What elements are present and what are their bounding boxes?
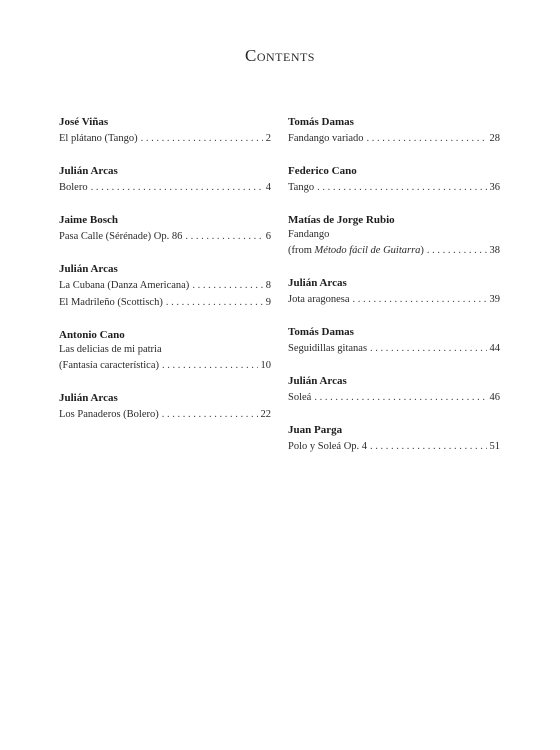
composer-name: Antonio Cano [59, 329, 125, 341]
page-number: 22 [260, 409, 271, 420]
dot-leader [162, 406, 258, 423]
work-title [288, 242, 424, 259]
composer-name: Julián Arcas [59, 165, 118, 177]
toc-entry [59, 390, 271, 423]
toc-line[interactable] [288, 389, 500, 406]
dot-leader [317, 179, 486, 196]
page-number: 28 [489, 133, 500, 144]
composer-name: Jaime Bosch [59, 214, 118, 226]
page-number: 39 [489, 294, 500, 305]
toc-entry [288, 373, 500, 406]
page-number: 38 [489, 245, 500, 256]
page-title: Contents [244, 46, 315, 65]
dot-leader [166, 294, 263, 311]
composer-name: Julián Arcas [59, 263, 118, 275]
work-title-line: Fandango [288, 229, 330, 240]
work-title: La Cubana (Danza Americana) [59, 280, 190, 291]
toc-column-left [59, 114, 271, 439]
dot-leader [370, 340, 486, 357]
toc-line[interactable] [288, 242, 500, 259]
dot-leader [162, 357, 258, 374]
toc-entry [288, 324, 500, 357]
toc-entry [288, 163, 500, 196]
page-number: 4 [265, 182, 271, 193]
dot-leader [314, 389, 486, 406]
work-title: El plátano (Tango) [59, 133, 138, 144]
toc-line[interactable] [59, 294, 271, 311]
page-number: 9 [265, 297, 271, 308]
toc-entry [288, 275, 500, 308]
toc-line[interactable] [59, 228, 271, 245]
toc-line[interactable] [59, 357, 271, 374]
toc-line[interactable] [288, 438, 500, 455]
composer-name: Julián Arcas [59, 392, 118, 404]
composer-name: José Viñas [59, 116, 109, 128]
toc-entry [59, 261, 271, 311]
dot-leader [192, 277, 262, 294]
toc-line[interactable] [59, 179, 271, 196]
toc-line[interactable] [288, 179, 500, 196]
toc-line[interactable] [59, 130, 271, 147]
dot-leader [141, 130, 263, 147]
toc-entry [59, 163, 271, 196]
work-source-title: Método fácil de Guitarra [314, 245, 421, 256]
work-title: Bolero [59, 182, 88, 193]
page-number: 44 [489, 343, 500, 354]
composer-name: Julián Arcas [288, 277, 347, 289]
toc-entry [59, 327, 271, 374]
dot-leader [367, 130, 487, 147]
work-title: Jota aragonesa [288, 294, 350, 305]
toc-line[interactable] [288, 130, 500, 147]
work-source-prefix: (from [288, 245, 315, 256]
work-title-line: Las delicias de mi patria [59, 344, 162, 355]
work-title: El Madrileño (Scottisch) [59, 297, 163, 308]
dot-leader [91, 179, 263, 196]
toc-line[interactable] [59, 277, 271, 294]
composer-name: Federico Cano [288, 165, 357, 177]
toc-entry [59, 212, 271, 245]
toc-line[interactable] [288, 340, 500, 357]
toc-entry [288, 422, 500, 455]
work-title: Soleá [288, 392, 312, 403]
work-title: (Fantasía característica) [59, 360, 159, 371]
page-number: 6 [265, 231, 271, 242]
dot-leader [185, 228, 262, 245]
composer-name: Juan Parga [288, 424, 343, 436]
toc-line[interactable] [59, 406, 271, 423]
composer-name: Tomás Damas [288, 326, 354, 338]
work-title: Polo y Soleá Op. 4 [288, 441, 368, 452]
page-number: 46 [489, 392, 500, 403]
page-number: 36 [489, 182, 500, 193]
composer-name: Matías de Jorge Rubio [288, 214, 395, 226]
toc-column-right [288, 114, 500, 471]
work-title: Tango [288, 182, 315, 193]
work-title: Fandango variado [288, 133, 364, 144]
work-source-suffix: ) [420, 245, 424, 256]
dot-leader [353, 291, 487, 308]
work-title: Pasa Calle (Sérénade) Op. 86 [59, 231, 183, 242]
composer-name: Julián Arcas [288, 375, 347, 387]
page-number: 10 [260, 360, 271, 371]
page-number: 51 [489, 441, 500, 452]
toc-entry [288, 114, 500, 147]
dot-leader [370, 438, 486, 455]
toc-entry [288, 212, 500, 259]
toc-entry [59, 114, 271, 147]
page-number: 8 [265, 280, 271, 291]
page-number: 2 [265, 133, 271, 144]
composer-name: Tomás Damas [288, 116, 354, 128]
dot-leader [427, 242, 487, 259]
work-title: Seguidillas gitanas [288, 343, 368, 354]
work-title: Los Panaderos (Bolero) [59, 409, 159, 420]
toc-line[interactable] [288, 291, 500, 308]
